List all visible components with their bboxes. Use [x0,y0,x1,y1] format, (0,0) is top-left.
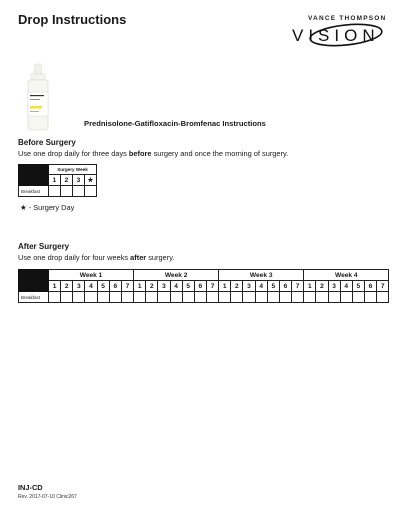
before-surgery-heading: Before Surgery [18,138,76,147]
after-surgery-heading: After Surgery [18,242,70,251]
check-cell[interactable] [121,292,133,303]
day-cell: 3 [73,175,85,186]
check-cell[interactable] [182,292,194,303]
day-cell: 6 [194,281,206,292]
before-surgery-instructions [18,149,288,158]
surgery-day-star-cell: ★ [85,175,97,186]
check-cell[interactable] [49,292,61,303]
check-cell[interactable] [134,292,146,303]
week-header: Week 3 [219,270,304,281]
check-cell[interactable] [377,292,389,303]
check-cell[interactable] [61,292,73,303]
check-cell[interactable] [267,292,279,303]
check-cell[interactable] [97,292,109,303]
legend-text: - Surgery Day [26,203,75,212]
day-cell: 6 [364,281,376,292]
eye-drop-bottle-image [24,62,52,132]
check-cell[interactable] [364,292,376,303]
day-cell: 5 [182,281,194,292]
check-cell[interactable] [243,292,255,303]
check-cell[interactable] [49,186,61,197]
vance-thompson-vision-logo [290,22,384,48]
check-cell[interactable] [328,292,340,303]
day-cell: 1 [304,281,316,292]
day-cell: 7 [292,281,304,292]
day-cell: 5 [97,281,109,292]
check-cell[interactable] [73,186,85,197]
revision-note: Rev. 2017-07-10 Clinic267 [18,494,77,500]
day-cell: 7 [206,281,218,292]
day-cell: 1 [49,281,61,292]
day-cell: 5 [352,281,364,292]
check-cell[interactable] [194,292,206,303]
before-surgery-table [18,164,97,197]
product-title: Prednisolone-Gatifloxacin-Bromfenac Instructions [84,119,266,128]
day-cell: 3 [243,281,255,292]
surgery-day-legend [20,203,74,212]
day-cell: 4 [170,281,182,292]
day-cell: 2 [316,281,328,292]
check-cell[interactable] [109,292,121,303]
check-cell[interactable] [255,292,267,303]
before-text-bold: before [128,149,152,158]
star-icon: ★ [20,203,27,212]
check-cell[interactable] [219,292,231,303]
check-cell[interactable] [206,292,218,303]
table-corner-block [19,270,49,292]
before-text-part-2: surgery and once the morning of surgery. [151,149,289,158]
day-cell: 2 [146,281,158,292]
check-cell[interactable] [279,292,291,303]
day-cell: 4 [255,281,267,292]
day-cell: 1 [134,281,146,292]
day-cell: 7 [121,281,133,292]
day-cell: 6 [109,281,121,292]
after-text-part: Use one drop daily for four weeks [18,253,131,262]
check-cell[interactable] [158,292,170,303]
check-cell[interactable] [316,292,328,303]
breakfast-row-label: Breakfast [19,292,49,303]
check-cell[interactable] [340,292,352,303]
day-cell: 1 [219,281,231,292]
day-cell: 4 [340,281,352,292]
day-cell: 1 [49,175,61,186]
after-surgery-instructions [18,253,174,262]
after-text-part-2: surgery. [146,253,175,262]
after-surgery-table [18,269,389,303]
day-cell: 2 [61,281,73,292]
check-cell[interactable] [292,292,304,303]
day-cell: 3 [158,281,170,292]
check-cell[interactable] [170,292,182,303]
check-cell[interactable] [73,292,85,303]
day-cell: 3 [73,281,85,292]
check-cell[interactable] [352,292,364,303]
check-cell[interactable] [146,292,158,303]
table-corner-block [19,165,49,186]
check-cell[interactable] [61,186,73,197]
check-cell[interactable] [231,292,243,303]
check-cell[interactable] [85,292,97,303]
day-cell: 2 [231,281,243,292]
surgery-week-header: Surgery Week [49,165,97,175]
week-header: Week 1 [49,270,134,281]
day-cell: 6 [279,281,291,292]
before-text-part: Use one drop daily for three days [18,149,129,158]
page-title: Drop Instructions [18,12,127,27]
check-cell[interactable] [304,292,316,303]
logo-main-text: VISION [292,26,380,45]
week-header: Week 4 [304,270,389,281]
week-header: Week 2 [134,270,219,281]
check-cell[interactable] [85,186,97,197]
day-cell: 3 [328,281,340,292]
day-cell: 2 [61,175,73,186]
logo-top-text: VANCE THOMPSON [308,15,387,22]
after-text-bold: after [130,253,147,262]
breakfast-row-label: Breakfast [19,186,49,197]
form-code: INJ-CD [18,483,43,492]
day-cell: 7 [377,281,389,292]
day-cell: 4 [85,281,97,292]
day-cell: 5 [267,281,279,292]
